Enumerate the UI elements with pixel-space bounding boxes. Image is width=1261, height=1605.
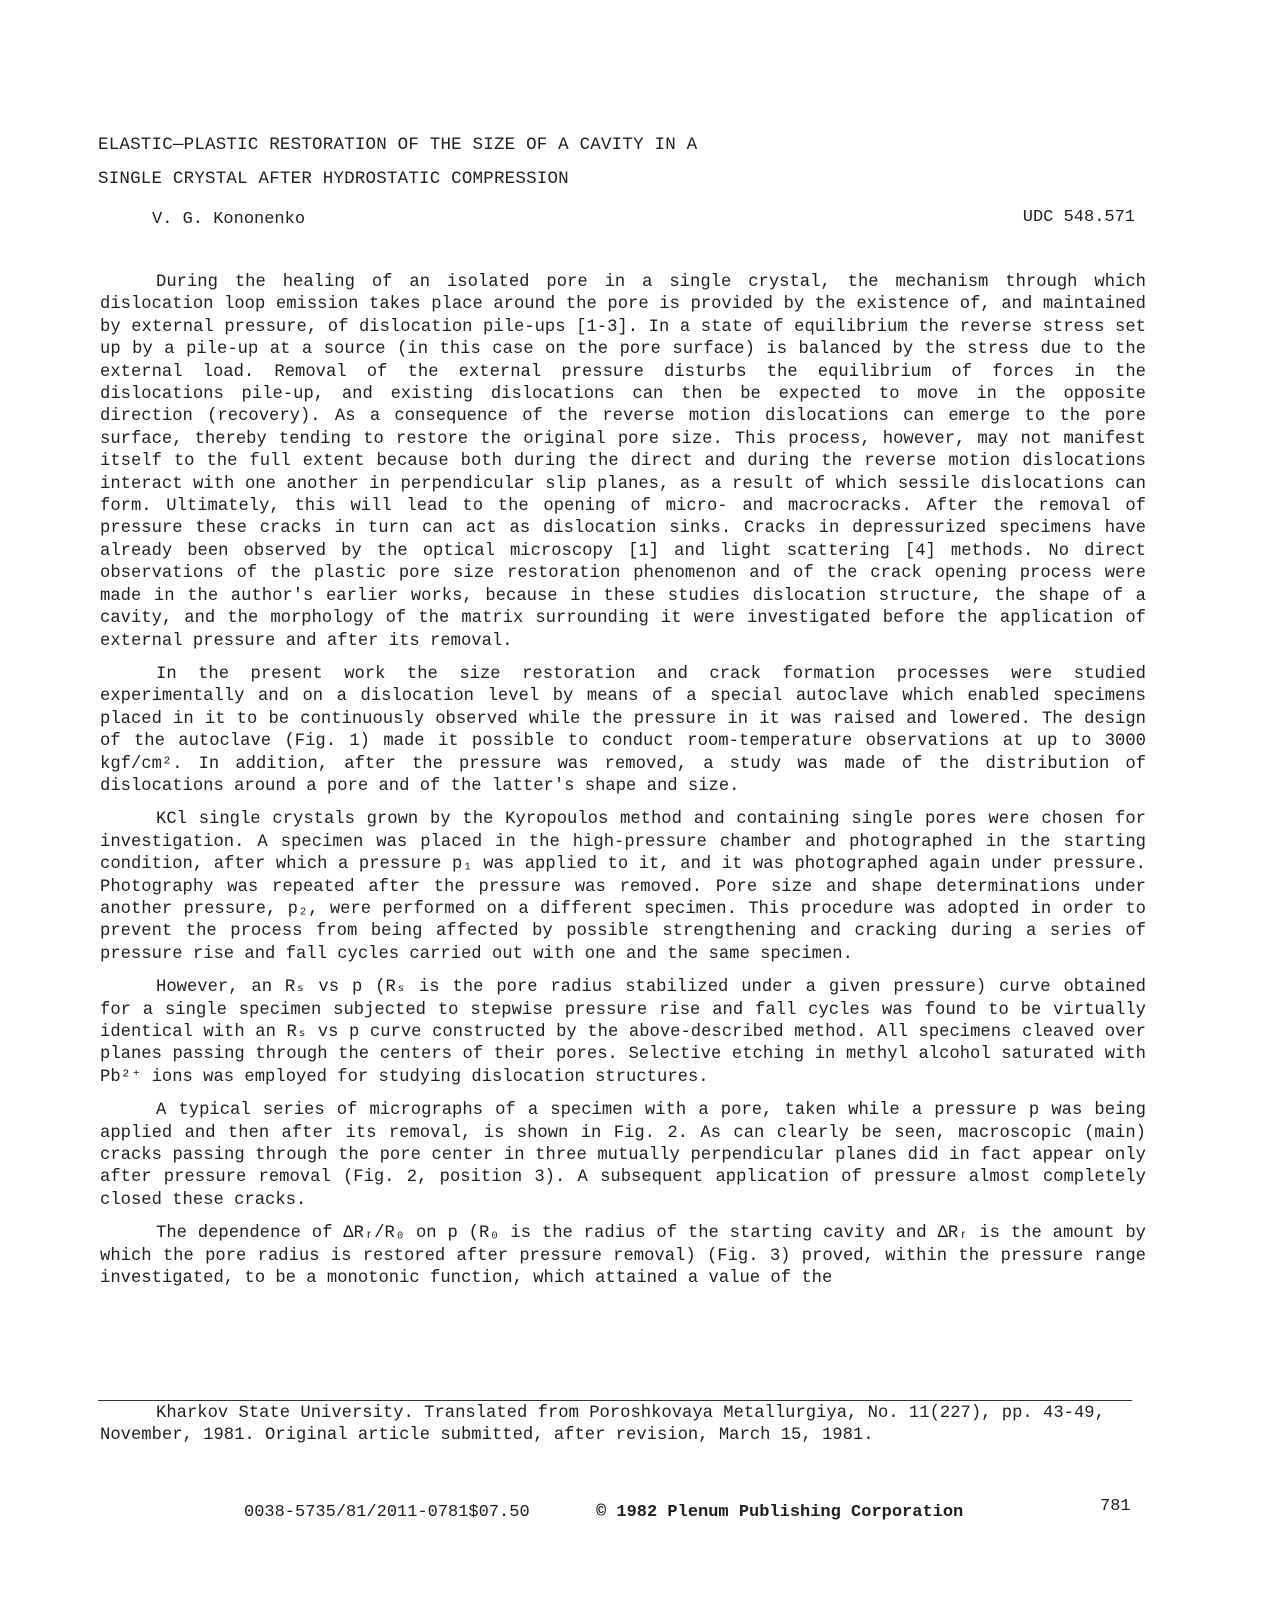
body-paragraph: The dependence of ΔRᵣ/R₀ on p (R₀ is the radius of the starting cavity and ΔRᵣ is the amount by which the pore radius is restored after pressure removal) (Fig. 3) proved, within the pressure range investigated, to be a monotonic function, which attained a value of the (100, 1224, 1146, 1289)
body-paragraph: In the present work the size restoration and crack formation processes were studied experimentally and on a dislocation level by means of a special autoclave which enabled specimens placed in it to be continuously observed while the pressure in it was raised and lowered. The design of the autoclave (Fig. 1) made it possible to conduct room-temperature observations at up to 3000 kgf/cm². In addition, after the pressure was removed, a study was made of the distribution of dislocations around a pore and of the latter's shape and size. (100, 664, 1146, 796)
body-paragraph: KCl single crystals grown by the Kyropoulos method and containing single pores were chosen for investigation. A specimen was placed in the high-pressure chamber and photographed in the starting condition, after which a pressure p₁ was applied to it, and it was photographed again under pressure. Photography was repeated after the pressure was removed. Pore size and shape determinations under another pressure, p₂, were performed on a different specimen. This procedure was adopted in order to prevent the process from being affected by possible strengthening and cracking during a series of pressure rise and fall cycles carried out with one and the same specimen. (100, 810, 1146, 964)
footnote-divider (98, 1400, 1132, 1401)
article-title (98, 128, 697, 196)
body-paragraph: However, an Rₛ vs p (Rₛ is the pore radius stabilized under a given pressure) curve obtained for a single specimen subjected to stepwise pressure rise and fall cycles was found to be virtually identical with an Rₛ vs p curve constructed by the above-described method. All specimens cleaved over planes passing through the centers of their pores. Selective etching in methyl alcohol saturated with Pb²⁺ ions was employed for studying dislocation structures. (100, 978, 1146, 1087)
footnote: Kharkov State University. Translated from Poroshkovaya Metallurgiya, No. 11(227), pp. 43-49, November, 1981. Original article submitted, after revision, March 15, 1981. (100, 1404, 1105, 1446)
body-paragraph: During the healing of an isolated pore in a single crystal, the mechanism through which dislocation loop emission takes place around the pore is provided by the existence of, and maintained by external pressure, of dislocation pile-ups [1-3]. In a state of equilibrium the reverse stress set up by a pile-up at a source (in this case on the pore surface) is balanced by the stress due to the external load. Removal of the external pressure disturbs the equilibrium of forces in the dislocations pile-up, and existing dislocations can then be expected to move in the opposite direction (recovery). As a consequence of the reverse motion dislocations can emerge to the pore surface, thereby tending to restore the original pore size. This process, however, may not manifest itself to the full extent because both during the direct and during the reverse motion dislocations interact with one another in perpendicular slip planes, as a result of which sessile dislocations can form. Ultimately, this will lead to the opening of micro- and macrocracks. After the removal of pressure these cracks in turn can act as dislocation sinks. Cracks in depressurized specimens have already been observed by the optical microscopy [1] and light scattering [4] methods. No direct observations of the plastic pore size restoration phenomenon and of the crack opening process were made in the author's earlier works, because in these studies dislocation structure, the shape of a cavity, and the morphology of the matrix surrounding it were investigated before the application of external pressure and after its removal. (100, 273, 1146, 651)
title-line-1: ELASTIC—PLASTIC RESTORATION OF THE SIZE OF A CAVITY IN A (98, 135, 698, 155)
price-code: 0038-5735/81/2011-0781$07.50 (244, 1503, 530, 1522)
page-number: 781 (1100, 1497, 1131, 1516)
body-paragraph: A typical series of micrographs of a specimen with a pore, taken while a pressure p was being applied and then after its removal, is shown in Fig. 2. As can clearly be seen, macroscopic (main) cracks passing through the pore center in three mutually perpendicular planes did in fact appear only after pressure removal (Fig. 2, position 3). A subsequent application of pressure almost completely closed these cracks. (100, 1101, 1146, 1210)
copyright-notice: © 1982 Plenum Publishing Corporation (596, 1503, 964, 1522)
udc-code: UDC 548.571 (1022, 208, 1135, 227)
title-line-2: SINGLE CRYSTAL AFTER HYDROSTATIC COMPRESSION (98, 169, 569, 189)
article-body (100, 272, 1146, 1301)
author-name: V. G. Kononenko (152, 210, 306, 229)
